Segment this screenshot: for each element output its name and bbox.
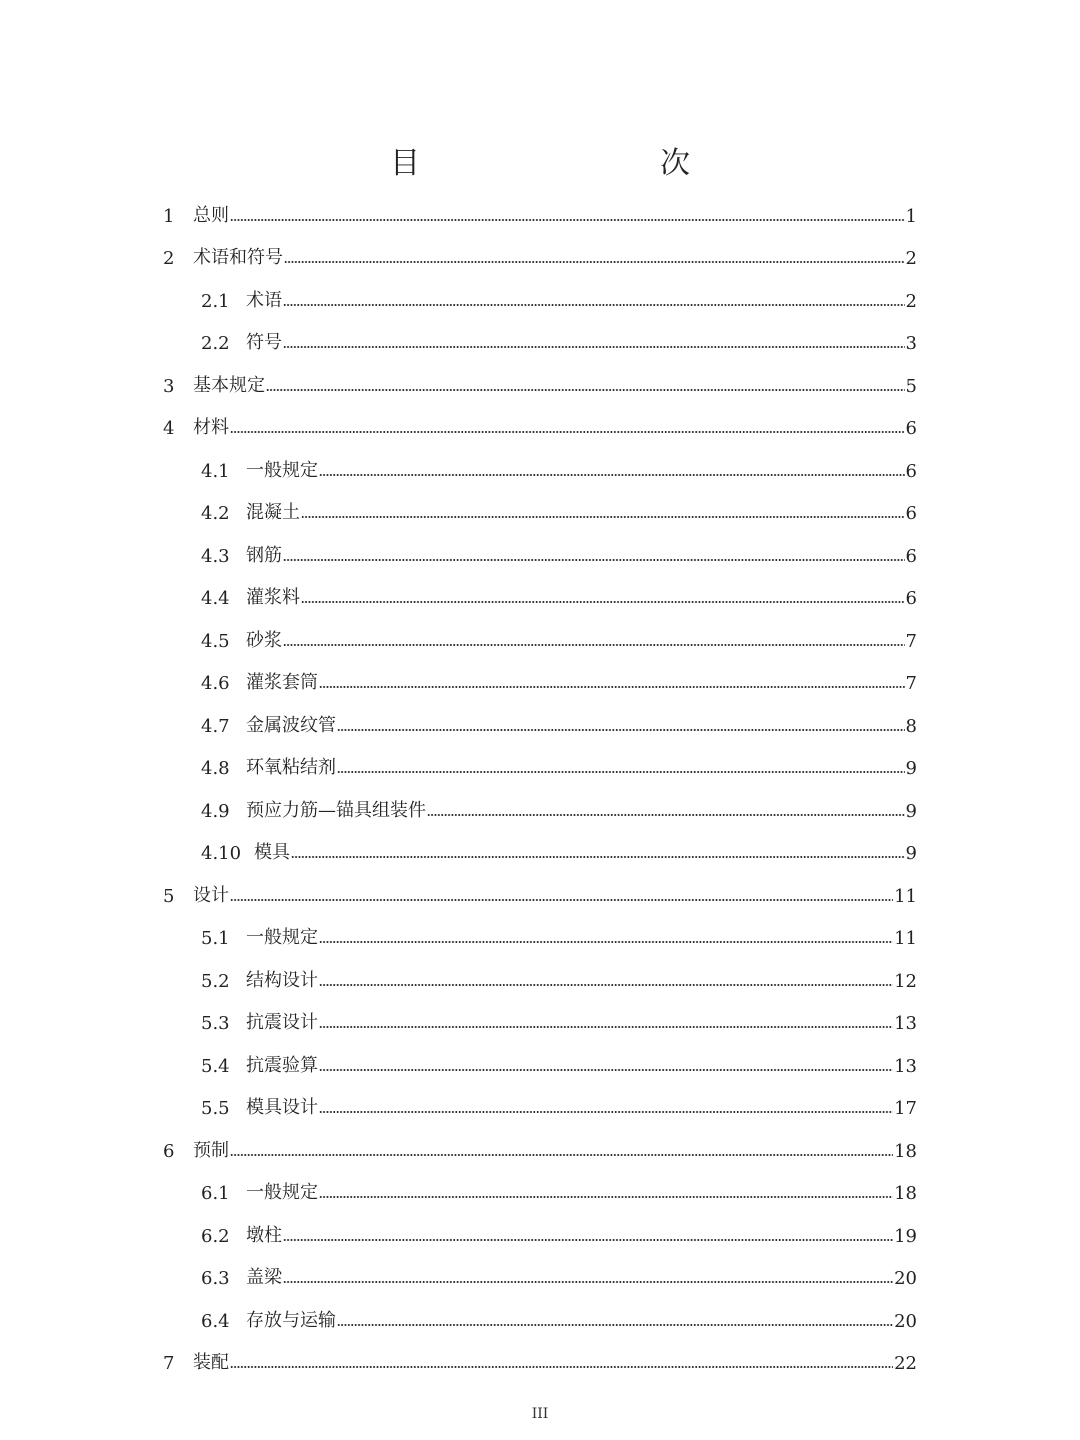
toc-section-entry[interactable] — [163, 443, 917, 486]
toc-entry-number: 6.2 — [201, 1225, 230, 1247]
toc-entry-page: 7 — [905, 673, 917, 694]
dot-leader — [319, 472, 905, 478]
toc-entry-page: 2 — [905, 248, 917, 269]
dot-leader — [337, 1322, 893, 1328]
dot-leader — [283, 557, 905, 563]
toc-entry-page: 13 — [894, 1013, 917, 1034]
toc-entry-label: 模具 — [254, 842, 290, 863]
toc-entry-number: 4.8 — [201, 758, 230, 779]
toc-entry-label: 一般规定 — [246, 459, 318, 481]
toc-entry-number: 6.4 — [201, 1310, 230, 1332]
toc-entry-label: 金属波纹管 — [246, 714, 336, 736]
toc-list — [163, 188, 917, 1378]
toc-entry-number: 4.9 — [201, 800, 230, 822]
toc-entry-page: 5 — [905, 375, 917, 397]
toc-entry-label: 环氧粘结剂 — [246, 757, 336, 778]
toc-entry-label: 钢筋 — [246, 544, 282, 566]
toc-entry-number: 4.7 — [201, 715, 230, 737]
toc-chapter-entry[interactable] — [163, 868, 917, 911]
toc-entry-label: 设计 — [193, 884, 229, 906]
toc-entry-label: 灌浆料 — [246, 587, 300, 608]
toc-section-entry[interactable] — [163, 316, 917, 359]
toc-entry-number: 5 — [163, 885, 175, 907]
dot-leader — [284, 259, 905, 265]
toc-entry-label: 基本规定 — [193, 374, 265, 396]
toc-entry-page: 9 — [905, 843, 917, 864]
toc-section-entry[interactable] — [163, 613, 917, 656]
dot-leader — [319, 982, 893, 988]
dot-leader — [283, 302, 905, 308]
toc-entry-page: 17 — [894, 1098, 917, 1119]
dot-leader — [266, 387, 905, 393]
toc-section-entry[interactable] — [163, 528, 917, 571]
dot-leader — [337, 727, 905, 733]
toc-entry-number: 7 — [163, 1353, 175, 1374]
toc-entry-label: 术语和符号 — [193, 247, 283, 268]
toc-entry-label: 模具设计 — [246, 1097, 318, 1118]
toc-chapter-entry[interactable] — [163, 231, 917, 274]
toc-entry-number: 5.3 — [201, 1013, 230, 1034]
dot-leader — [427, 812, 905, 818]
toc-section-entry[interactable] — [163, 1081, 917, 1124]
toc-entry-page: 6 — [905, 545, 917, 567]
toc-section-entry[interactable] — [163, 996, 917, 1039]
toc-entry-number: 2.2 — [201, 333, 230, 354]
toc-entry-page: 19 — [894, 1225, 917, 1247]
toc-entry-number: 5.4 — [201, 1055, 230, 1077]
toc-entry-label: 结构设计 — [246, 969, 318, 991]
dot-leader — [319, 939, 893, 945]
toc-section-entry[interactable] — [163, 741, 917, 784]
toc-entry-number: 4.2 — [201, 503, 230, 524]
dot-leader — [301, 514, 905, 520]
toc-entry-page: 11 — [894, 885, 917, 907]
toc-entry-page: 8 — [905, 715, 917, 737]
toc-entry-label: 材料 — [193, 417, 229, 438]
dot-leader — [230, 897, 893, 903]
toc-chapter-entry[interactable] — [163, 1123, 917, 1166]
toc-entry-label: 预制 — [193, 1139, 229, 1161]
dot-leader — [230, 217, 905, 223]
dot-leader — [283, 344, 905, 350]
toc-entry-label: 灌浆套筒 — [246, 672, 318, 693]
toc-entry-label: 墩柱 — [246, 1224, 282, 1246]
toc-entry-page: 6 — [905, 460, 917, 482]
toc-entry-label: 符号 — [246, 332, 282, 353]
toc-entry-number: 4.3 — [201, 545, 230, 567]
toc-entry-label: 抗震设计 — [246, 1012, 318, 1033]
toc-entry-label: 术语 — [246, 289, 282, 311]
toc-entry-number: 4.6 — [201, 673, 230, 694]
toc-entry-number: 3 — [163, 375, 175, 397]
toc-entry-page: 18 — [894, 1183, 917, 1204]
toc-section-entry[interactable] — [163, 911, 917, 954]
toc-entry-number: 5.5 — [201, 1098, 230, 1119]
toc-entry-number: 4.1 — [201, 460, 230, 482]
toc-entry-number: 6.1 — [201, 1183, 230, 1204]
toc-entry-page: 20 — [894, 1310, 917, 1332]
toc-entry-label: 一般规定 — [246, 927, 318, 948]
toc-entry-number: 4.4 — [201, 588, 230, 609]
toc-section-entry[interactable] — [163, 571, 917, 614]
dot-leader — [319, 1109, 893, 1115]
toc-entry-label: 预应力筋—锚具组装件 — [246, 799, 426, 821]
toc-entry-number: 1 — [163, 205, 175, 227]
toc-entry-page: 9 — [905, 800, 917, 822]
dot-leader — [319, 1024, 893, 1030]
dot-leader — [283, 1237, 893, 1243]
dot-leader — [291, 854, 905, 860]
toc-entry-page: 18 — [894, 1140, 917, 1162]
toc-section-entry[interactable] — [163, 1038, 917, 1081]
dot-leader — [319, 1067, 893, 1073]
toc-entry-label: 一般规定 — [246, 1182, 318, 1203]
toc-entry-page: 20 — [894, 1268, 917, 1289]
toc-entry-number: 6.3 — [201, 1268, 230, 1289]
toc-chapter-entry[interactable] — [163, 358, 917, 401]
dot-leader — [283, 1279, 893, 1285]
toc-title: 目 次 — [390, 146, 750, 181]
toc-entry-number: 6 — [163, 1140, 175, 1162]
toc-section-entry[interactable] — [163, 486, 917, 529]
toc-entry-page: 6 — [905, 418, 917, 439]
toc-chapter-entry[interactable] — [163, 401, 917, 444]
toc-entry-number: 5.1 — [201, 928, 230, 949]
toc-section-entry[interactable] — [163, 273, 917, 316]
toc-section-entry[interactable] — [163, 826, 917, 869]
dot-leader — [319, 1194, 893, 1200]
toc-entry-number: 4.5 — [201, 630, 230, 652]
dot-leader — [319, 684, 905, 690]
toc-section-entry[interactable] — [163, 1251, 917, 1294]
toc-entry-page: 11 — [894, 928, 917, 949]
dot-leader — [230, 429, 905, 435]
toc-entry-page: 12 — [894, 970, 917, 992]
dot-leader — [283, 642, 905, 648]
toc-entry-page: 6 — [905, 503, 917, 524]
toc-entry-label: 装配 — [193, 1352, 229, 1373]
toc-section-entry[interactable] — [163, 1208, 917, 1251]
toc-entry-number: 5.2 — [201, 970, 230, 992]
toc-entry-page: 22 — [894, 1353, 917, 1374]
toc-entry-page: 13 — [894, 1055, 917, 1077]
toc-entry-page: 6 — [905, 588, 917, 609]
toc-entry-label: 总则 — [193, 204, 229, 226]
toc-entry-number: 4 — [163, 418, 175, 439]
toc-entry-label: 存放与运输 — [246, 1309, 336, 1331]
toc-entry-label: 抗震验算 — [246, 1054, 318, 1076]
toc-chapter-entry[interactable] — [163, 1336, 917, 1379]
toc-section-entry[interactable] — [163, 698, 917, 741]
toc-section-entry[interactable] — [163, 1166, 917, 1209]
toc-entry-label: 砂浆 — [246, 629, 282, 651]
toc-entry-number: 2 — [163, 248, 175, 269]
toc-entry-page: 9 — [905, 758, 917, 779]
dot-leader — [301, 599, 905, 605]
dot-leader — [230, 1152, 893, 1158]
toc-entry-page: 2 — [905, 290, 917, 312]
toc-section-entry[interactable] — [163, 953, 917, 996]
toc-entry-page: 1 — [905, 205, 917, 227]
toc-chapter-entry[interactable] — [163, 188, 917, 231]
toc-entry-label: 混凝土 — [246, 502, 300, 523]
dot-leader — [230, 1364, 893, 1370]
toc-section-entry[interactable] — [163, 1293, 917, 1336]
toc-section-entry[interactable] — [163, 783, 917, 826]
dot-leader — [337, 769, 905, 775]
toc-section-entry[interactable] — [163, 656, 917, 699]
page-number-footer: III — [531, 1406, 549, 1422]
toc-entry-page: 7 — [905, 630, 917, 652]
toc-entry-label: 盖梁 — [246, 1267, 282, 1288]
toc-entry-page: 3 — [905, 333, 917, 354]
toc-entry-number: 4.10 — [201, 843, 242, 864]
toc-entry-number: 2.1 — [201, 290, 230, 312]
